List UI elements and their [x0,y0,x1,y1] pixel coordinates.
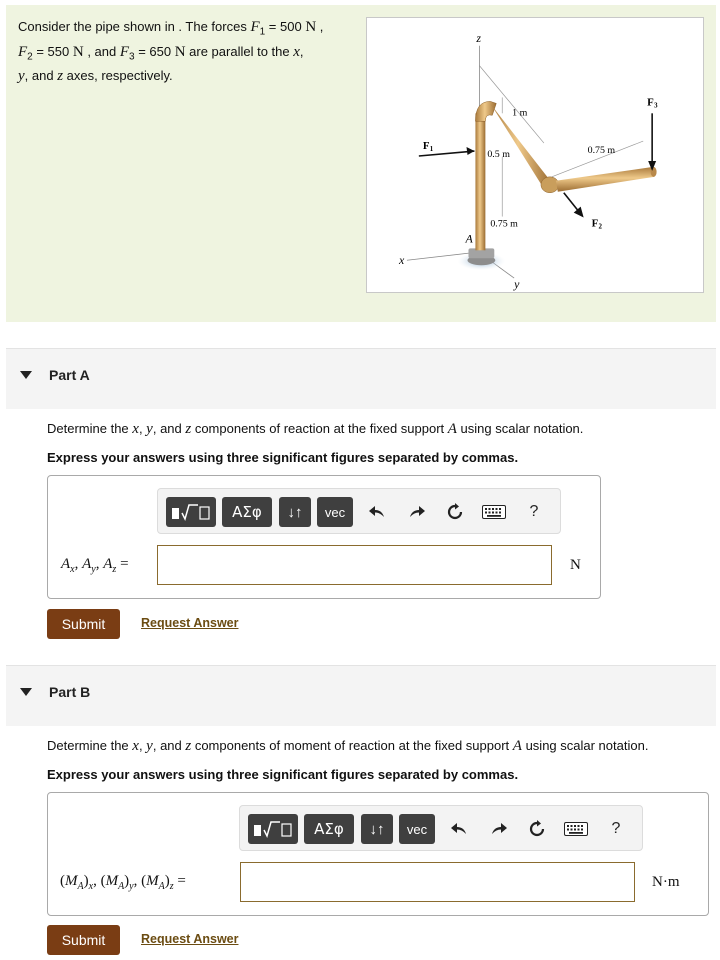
punct: , and [152,738,186,753]
axis-symbol: x [132,738,139,754]
part-b-title: Part B [49,684,91,700]
undo-icon[interactable] [365,499,389,525]
label-A: A [465,231,473,246]
punct: , [299,43,304,59]
part-b-express: Express your answers using three significant figures separated by commas. [47,767,519,782]
axis-symbol: x [132,421,139,437]
instruction-text: using scalar notation. [456,421,584,436]
instruction-text: using scalar notation. [521,738,649,753]
instruction-text: components of moment of reaction at the fixed support [191,738,513,753]
problem-statement [6,5,716,322]
part-b-request-answer-link[interactable]: Request Answer [141,932,239,946]
vec-button[interactable]: vec [399,814,435,844]
part-b-answer-box [47,792,709,916]
redo-icon[interactable] [487,816,511,842]
label-x: x [398,253,405,268]
axis-symbol: y [146,421,153,437]
dim-05m: 0.5 m [487,148,510,160]
unit-newton: N [72,43,84,60]
part-b-submit-button[interactable]: Submit [47,925,120,955]
support-symbol: A [447,421,457,437]
force-subscript: 2 [27,51,33,63]
label-F3: F [647,96,654,109]
support-symbol: A [512,738,522,754]
axis-symbol: y [18,68,25,85]
axis-symbol: x [293,43,300,60]
label-z: z [476,30,482,45]
answer-label: $A_x$, $A_y$, $A_z$ = [61,556,129,575]
part-b-answer-input[interactable] [240,862,635,902]
label-F1: F [422,140,430,153]
force-value: = 550 [32,43,73,59]
part-b-instruction [47,738,648,755]
problem-text [18,17,358,86]
part-a-header[interactable] [6,349,716,409]
var-a: A [103,556,113,572]
punct: , [138,738,147,753]
help-button[interactable]: ? [529,503,539,520]
force-subscript: 3 [129,51,135,63]
problem-text-part: Consider the pipe shown in . The forces [18,19,251,34]
keyboard-icon[interactable] [562,816,590,842]
unit-label: N [570,557,581,573]
collapse-triangle-icon[interactable] [20,688,32,696]
problem-text-part: , and [24,68,58,84]
part-a-request-answer-link[interactable]: Request Answer [141,616,239,630]
mid-elbow [541,177,559,193]
force-symbol: F [250,19,260,35]
axis-symbol: z [185,421,192,437]
instruction-text: components of reaction at the fixed support [191,421,448,436]
math-toolbar [157,488,561,534]
punct: , [138,421,147,436]
part-a-submit-button[interactable]: Submit [47,609,120,639]
pipe-diagram [367,18,703,292]
part-a-answer-box [47,475,601,599]
horizontal-pipe [556,167,654,192]
label-y: y [514,277,520,292]
top-elbow [475,101,496,121]
problem-text-part: are parallel to the [185,43,294,59]
label-F2-sub: 2 [598,222,603,231]
label-F2: F [591,217,599,230]
punct: , and [152,421,186,436]
force-symbol: F [119,43,130,60]
templates-button[interactable] [248,814,298,844]
instruction-text: Determine the [47,738,133,753]
greek-button[interactable]: ΑΣφ [304,814,354,844]
help-button[interactable]: ? [611,820,621,837]
dim-075m-a: 0.75 m [490,218,518,230]
part-a-answer-input[interactable] [157,545,552,585]
templates-icon [252,818,294,840]
dim-075m-b: 0.75 m [587,145,616,157]
unit-newton: N [305,19,317,35]
templates-icon [170,501,212,523]
undo-icon[interactable] [447,816,471,842]
part-a-instruction [47,421,583,438]
part-a-express: Express your answers using three significant figures separated by commas. [47,450,519,465]
axis-symbol: z [185,738,192,754]
keyboard-icon[interactable] [480,499,508,525]
vertical-pipe [475,113,485,250]
axis-symbol: y [146,738,153,754]
dim-1m: 1 m [512,107,528,119]
vec-button[interactable]: vec [317,497,353,527]
reset-icon[interactable] [525,816,549,842]
part-b-header[interactable] [6,666,716,726]
problem-text-part: , and [83,43,120,59]
force-value: = 500 [265,19,306,34]
axis-symbol: z [57,68,64,85]
force-symbol: F [18,43,28,60]
var-a: A [61,556,71,572]
punct: , [316,19,324,34]
label-F3-sub: 3 [654,101,658,110]
force-value: = 650 [134,43,175,59]
reset-icon[interactable] [443,499,467,525]
templates-button[interactable] [166,497,216,527]
f1-arrowhead [467,147,475,155]
arrows-button[interactable]: ↓↑ [361,814,393,844]
problem-text-part: axes, respectively. [63,68,173,84]
math-toolbar [239,805,643,851]
redo-icon[interactable] [405,499,429,525]
unit-newton: N [174,43,186,60]
var-a: A [82,556,92,572]
answer-label: $(M_A)_x$, $(M_A)_y$, $(M_A)_z$ = [60,873,186,892]
force-subscript: 1 [259,26,266,38]
label-F1-sub: 1 [429,145,434,154]
collapse-triangle-icon[interactable] [20,371,32,379]
unit-label: N·m [652,874,680,890]
instruction-text: Determine the [47,421,133,436]
pipe-figure [366,17,704,293]
arrows-button[interactable]: ↓↑ [279,497,311,527]
greek-button[interactable]: ΑΣφ [222,497,272,527]
part-a-title: Part A [49,367,90,383]
